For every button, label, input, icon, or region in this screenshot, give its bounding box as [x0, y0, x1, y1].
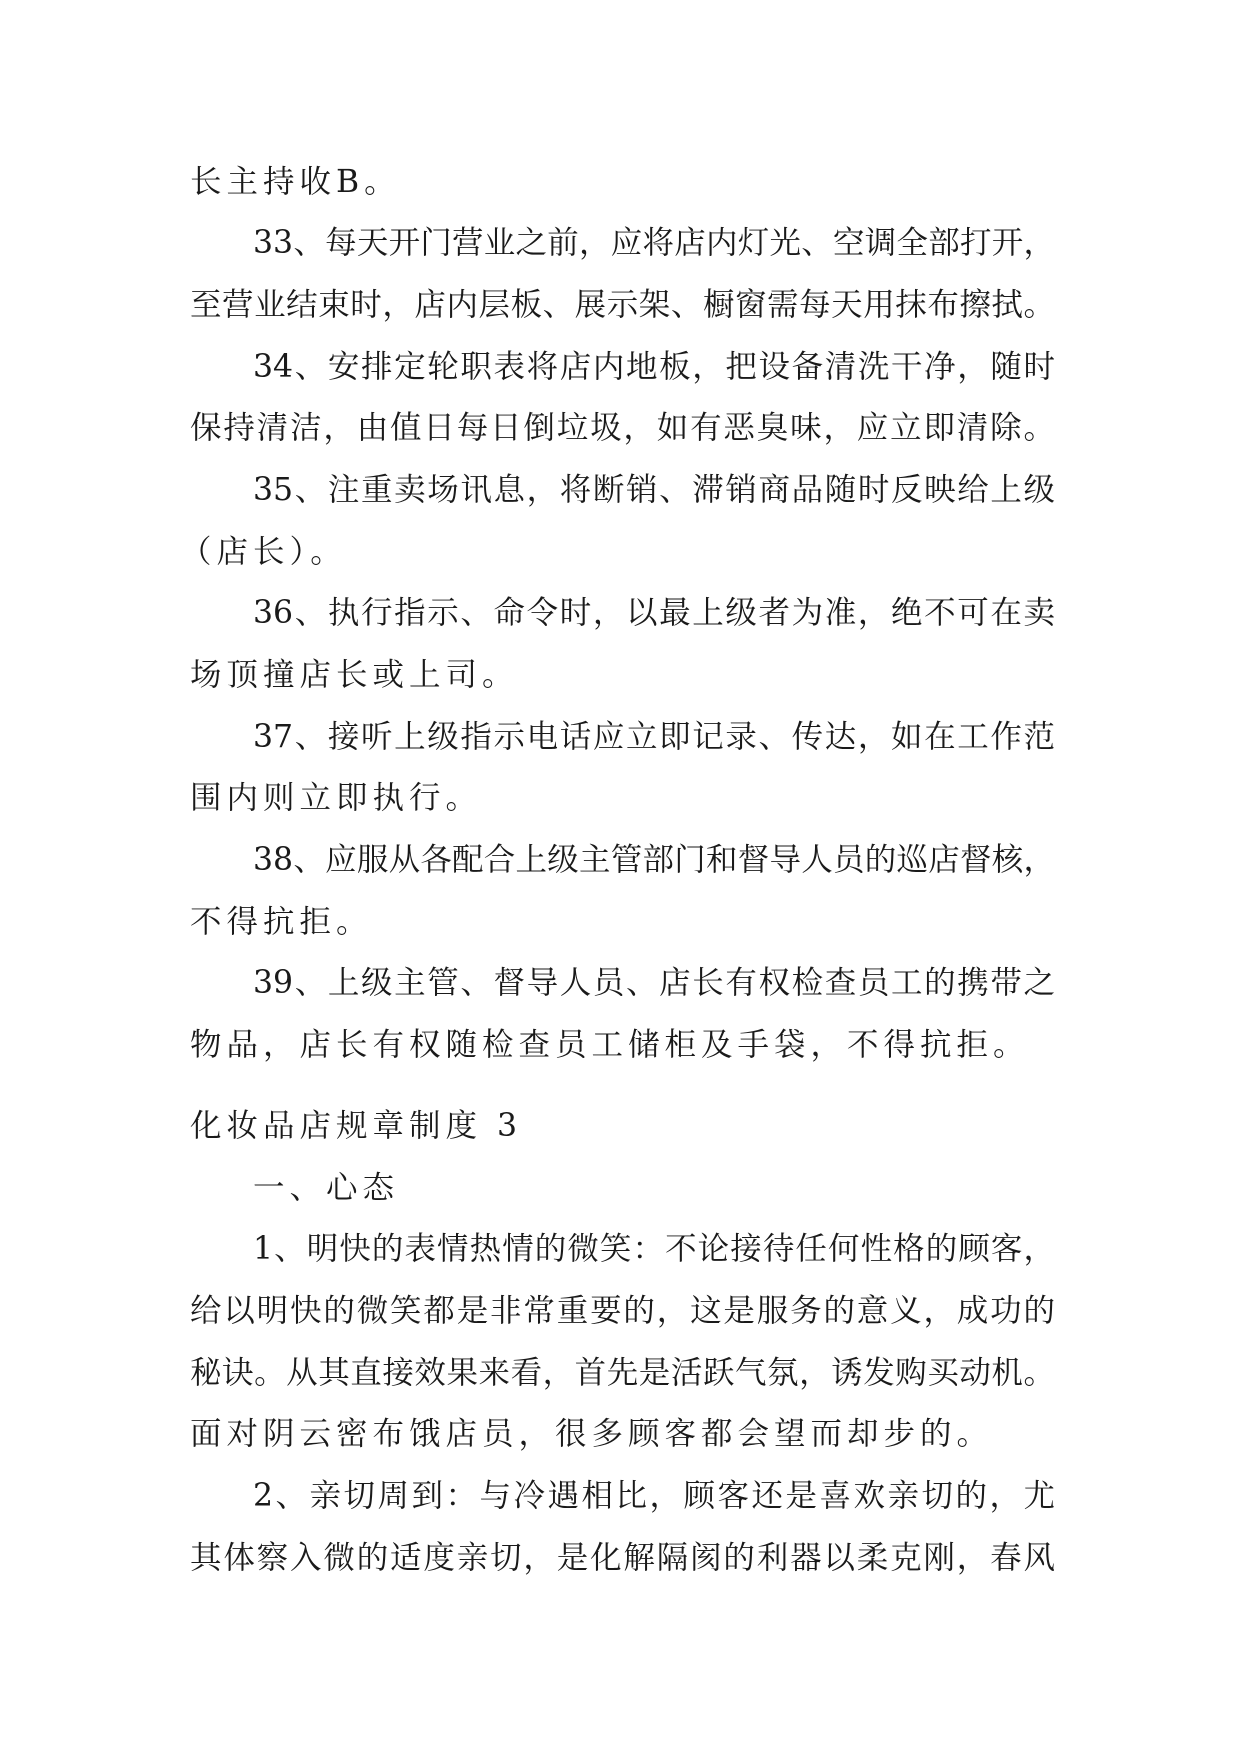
- text-line: 至营业结束时，店内层板、展示架、橱窗需每天用抹布擦拭。: [190, 287, 1055, 323]
- section-heading: 化妆品店规章制度 3: [190, 1108, 523, 1144]
- text-line: 物品，店长有权随检查员工储柜及手袋，不得抗拒。: [190, 1027, 1030, 1063]
- text-line: 保持清洁，由值日每日倒垃圾，如有恶臭味，应立即清除。: [190, 410, 1055, 446]
- text-line: 不得抗拒。: [190, 904, 373, 940]
- text-line: 1、明快的表情热情的微笑：不论接待任何性格的顾客，: [253, 1231, 1055, 1267]
- text-line: （店长）。: [180, 534, 347, 570]
- text-line: 35、注重卖场讯息，将断销、滞销商品随时反映给上级: [253, 472, 1055, 508]
- text-line: 2、亲切周到：与冷遇相比，顾客还是喜欢亲切的，尤: [253, 1478, 1055, 1514]
- text-line: 37、接听上级指示电话应立即记录、传达，如在工作范: [253, 719, 1055, 755]
- text-line: 秘诀。从其直接效果来看，首先是活跃气氛，诱发购买动机。: [190, 1355, 1055, 1391]
- text-line: 围内则立即执行。: [190, 780, 483, 816]
- text-line: 38、应服从各配合上级主管部门和督导人员的巡店督核，: [253, 842, 1055, 878]
- text-line: 其体察入微的适度亲切，是化解隔阂的利器以柔克刚，春风: [190, 1540, 1055, 1576]
- text-line: 36、执行指示、命令时，以最上级者为准，绝不可在卖: [253, 595, 1055, 631]
- text-line: 长主持收B。: [190, 164, 401, 200]
- text-line: 34、安排定轮职表将店内地板，把设备清洗干净，随时: [253, 349, 1055, 385]
- subsection-heading: 一、心态: [253, 1170, 400, 1206]
- text-line: 33、每天开门营业之前，应将店内灯光、空调全部打开，: [253, 225, 1055, 261]
- text-line: 给以明快的微笑都是非常重要的，这是服务的意义，成功的: [190, 1293, 1055, 1329]
- text-line: 场顶撞店长或上司。: [190, 657, 519, 693]
- text-line: 39、上级主管、督导人员、店长有权检查员工的携带之: [253, 965, 1055, 1001]
- text-line: 面对阴云密布饿店员，很多顾客都会望而却步的。: [190, 1416, 994, 1452]
